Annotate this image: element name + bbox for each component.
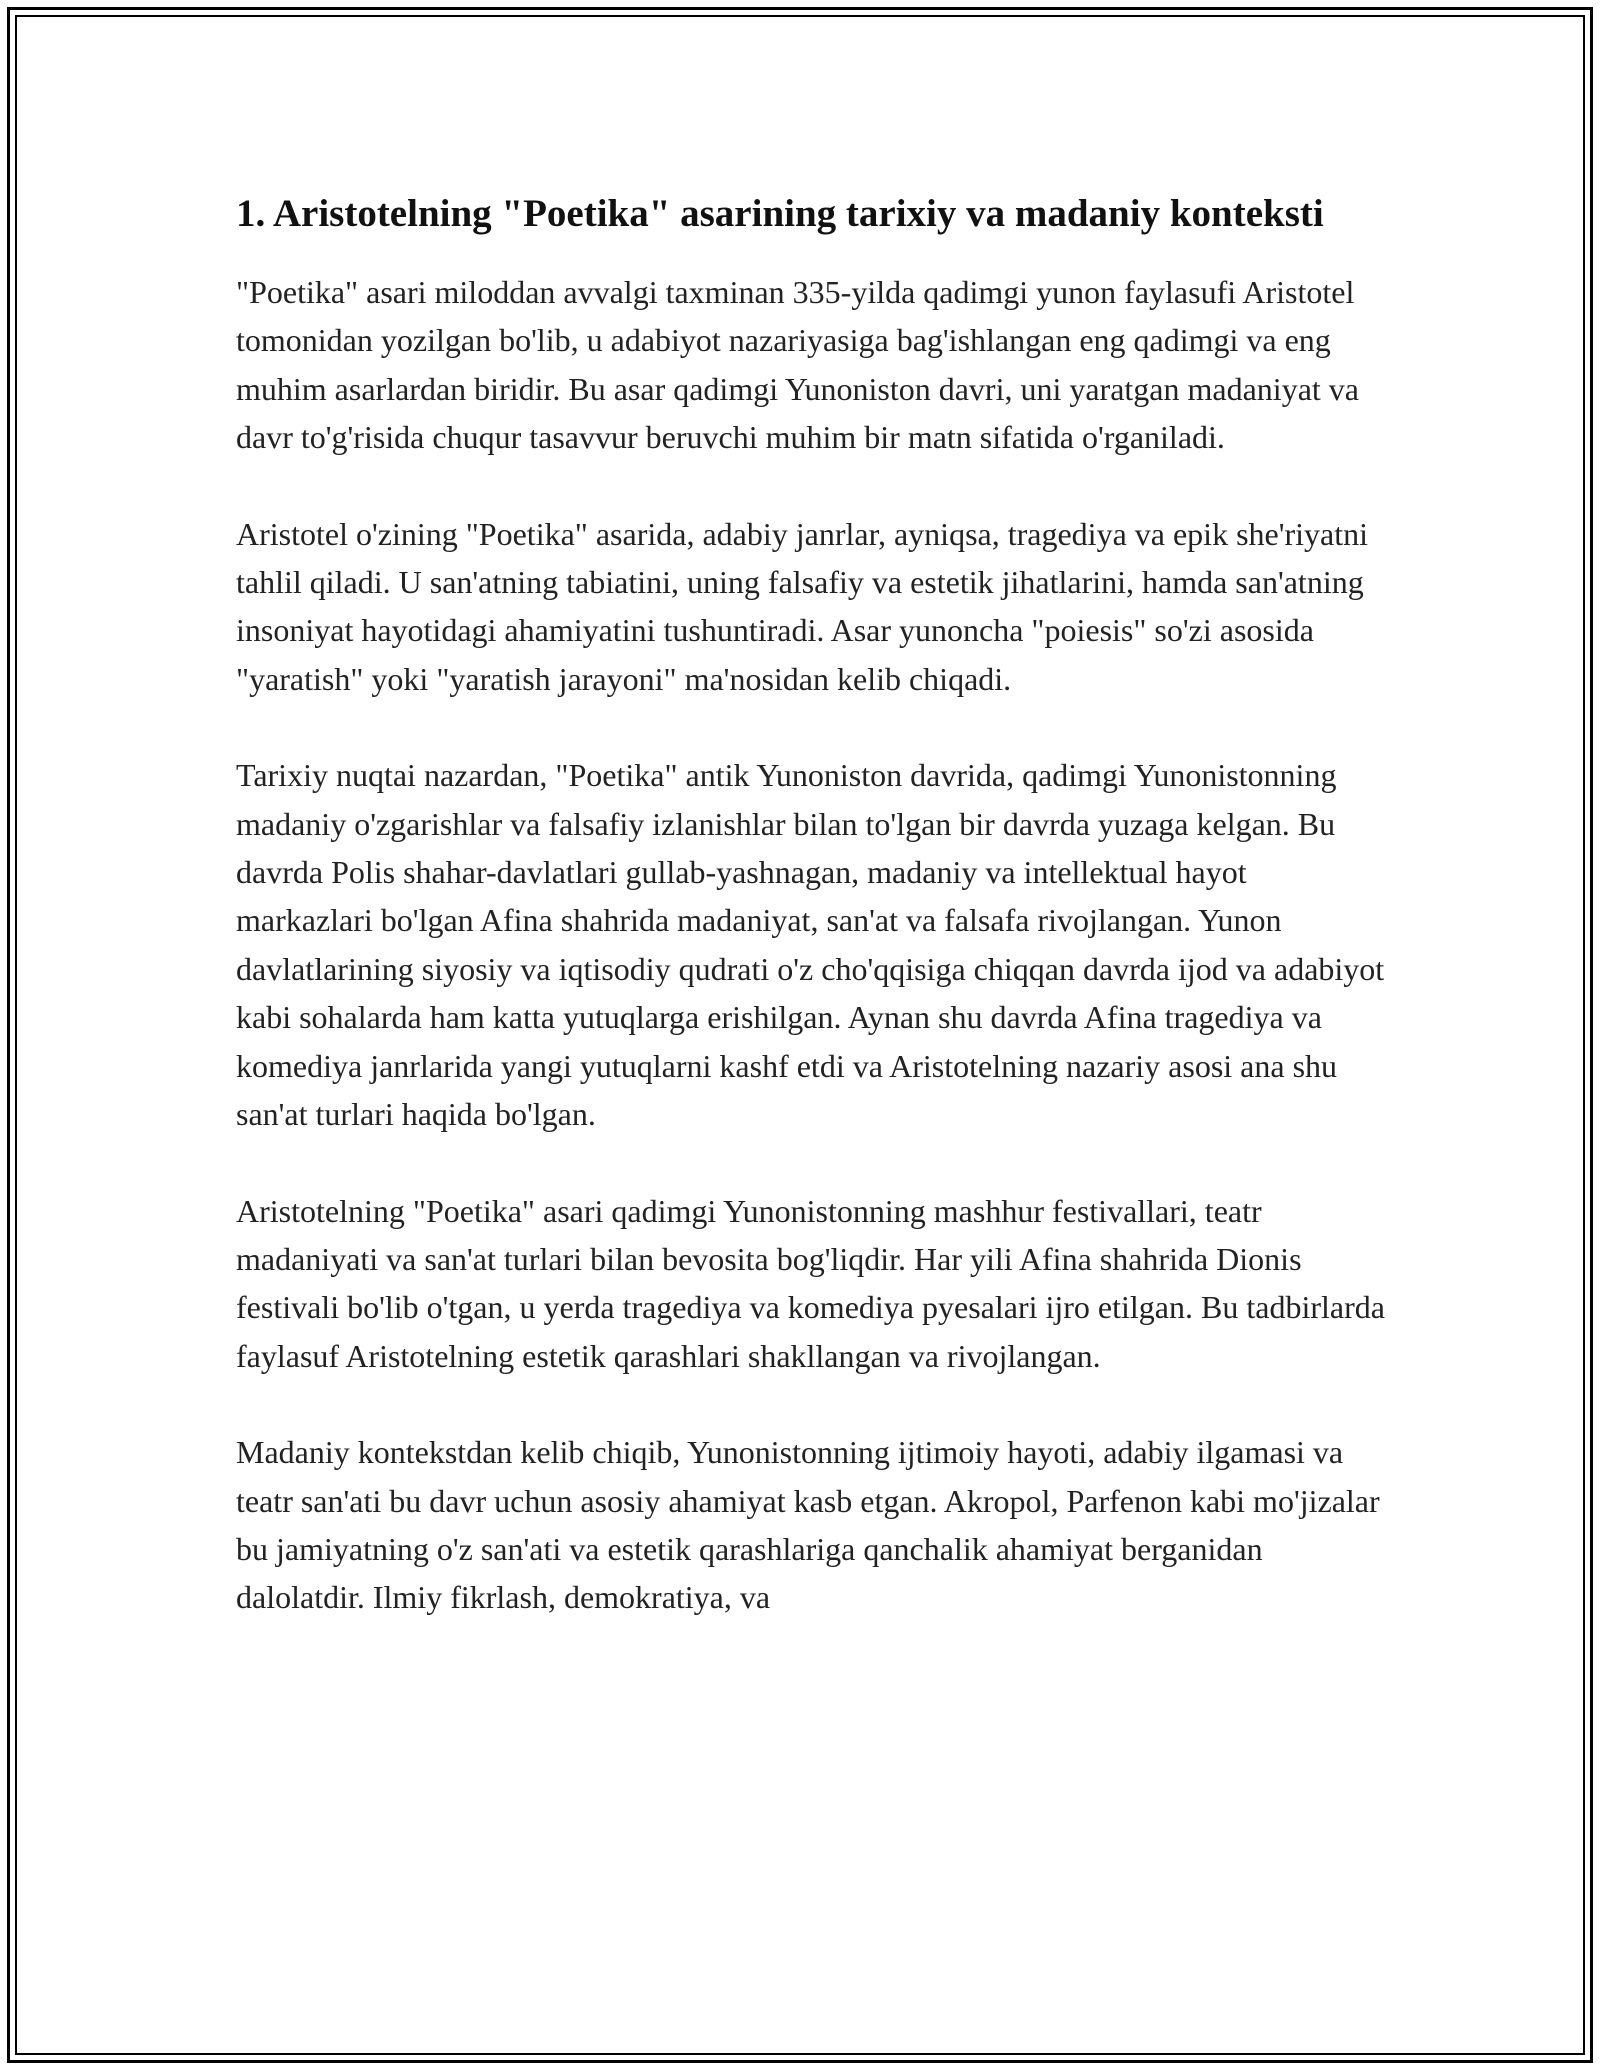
paragraph-5: Madaniy kontekstdan kelib chiqib, Yunonistonning ijtimoiy hayoti, adabiy ilgamasi va teatr san'ati bu davr uchun asosiy ahamiyat kasb etgan. Akropol, Parfenon kabi mo'jizalar bu jamiyatning o'z san'ati va estetik qarashlariga qanchalik ahamiyat berganidan dalolatdir. Ilmiy fikrlash, demokratiya, va <box>236 1434 1380 1616</box>
section-heading: 1. Aristotelning "Poetika" asarining tarixiy va madaniy konteksti <box>236 192 1324 235</box>
paragraph-3: Tarixiy nuqtai nazardan, "Poetika" antik Yunoniston davrida, qadimgi Yunonistonning madaniy o'zgarishlar va falsafiy izlanishlar bilan to'lgan bir davrda yuzaga kelgan. Bu davrda Polis shahar-davlatlari gullab-yashnagan, madaniy va intellektual hayot markazlari bo'lgan Afina shahrida madaniyat, san'at va falsafa rivojlangan. Yunon davlatlarining siyosiy va iqtisodiy qudrati o'z cho'qqisiga chiqqan davrda ijod va adabiyot kabi sohalarda ham katta yutuqlarga erishilgan. Aynan shu davrda Afina tragediya va komediya janrlarida yangi yutuqlarni kashf etdi va Aristotelning nazariy asosi ana shu san'at turlari haqida bo'lgan. <box>236 757 1385 1133</box>
paragraph-1: "Poetika" asari miloddan avvalgi taxminan 335-yilda qadimgi yunon faylasufi Aristotel tomonidan yozilgan bo'lib, u adabiyot nazariyasiga bag'ishlangan eng qadimgi va eng muhim asarlardan biridir. Bu asar qadimgi Yunoniston davri, uni yaratgan madaniyat va davr to'g'risida chuqur tasavvur beruvchi muhim bir matn sifatida o'rganiladi. <box>236 274 1359 456</box>
paragraph-4: Aristotelning "Poetika" asari qadimgi Yunonistonning mashhur festivallari, teatr madaniyati va san'at turlari bilan bevosita bog'liqdir. Har yili Afina shahrida Dionis festivali bo'lib o'tgan, u yerda tragediya va komediya pyesalari ijro etilgan. Bu tadbirlarda faylasuf Aristotelning estetik qarashlari shakllangan va rivojlangan. <box>236 1192 1385 1374</box>
paragraph-2: Aristotel o'zining "Poetika" asarida, adabiy janrlar, ayniqsa, tragediya va epik she'riyatni tahlil qiladi. U san'atning tabiatini, uning falsafiy va estetik jihatlarini, hamda san'atning insoniyat hayotidagi ahamiyatini tushuntiradi. Asar yunoncha "poiesis" so'zi asosida "yaratish" yoki "yaratish jarayoni" ma'nosidan kelib chiqadi. <box>236 515 1369 697</box>
document-body <box>236 186 1386 1670</box>
